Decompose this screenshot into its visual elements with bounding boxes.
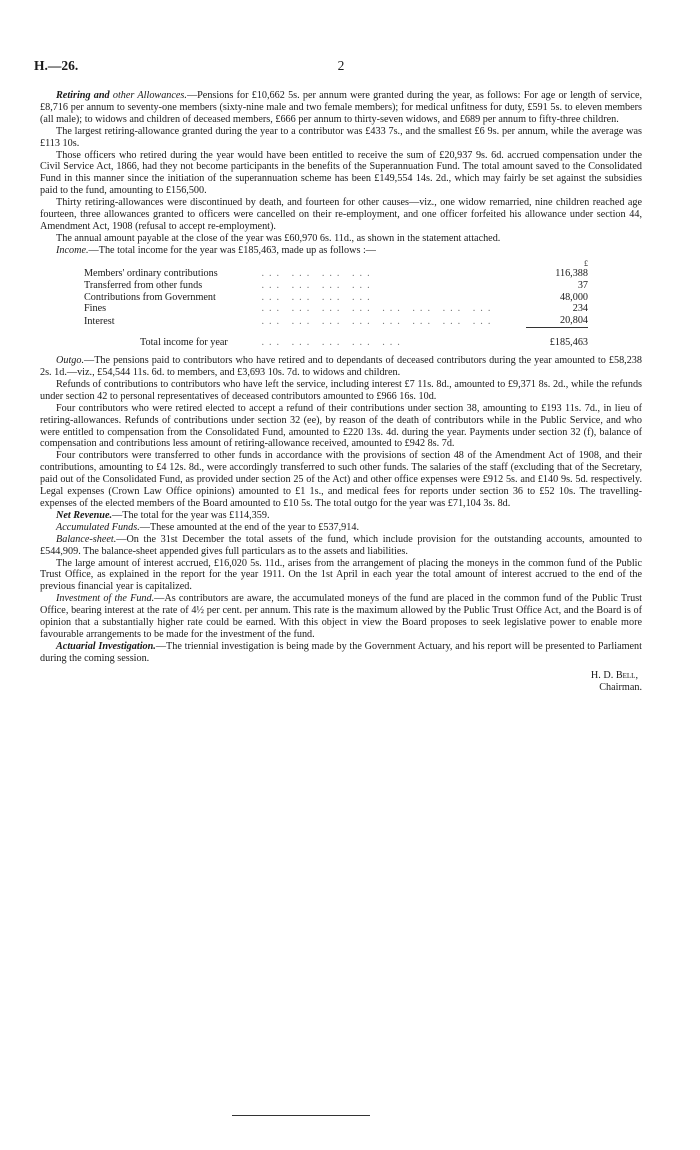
balance-paragraph-2: The large amount of interest accrued, £16,020 5s. 11d., arises from the arrangement of placing the moneys in the common fund of the Public Trust Office, as explained in the report for the year 1911. On the 1st April in each year the total amount of interest accrued to the end of the previous financial year is capitalized. bbox=[40, 557, 642, 593]
income-amount: 234 bbox=[572, 303, 588, 315]
leader-dots: ... ... ... ... bbox=[261, 291, 375, 303]
page-header bbox=[34, 58, 642, 90]
retiring-paragraph-5: The annual amount payable at the close of the year was £60,970 6s. 11d., as shown in the statement attached. bbox=[56, 232, 501, 244]
income-amount: 48,000 bbox=[559, 291, 588, 303]
income-paragraph bbox=[40, 245, 642, 257]
income-total-label: Total income for year bbox=[140, 336, 228, 348]
leader-dots: ... ... ... ... ... bbox=[261, 336, 405, 348]
table-row bbox=[84, 315, 588, 327]
outgo-paragraph-4: Four contributors were transferred to other funds in accordance with the provisions of section 48 of the Amendment Act of 1908, and their contributions, amounting to £4 12s. 8d., were accordingly transferred to such other funds. The salaries of the staff (excluding that of the Secretary, paid out of the Consolidated Fund, as provided under section 25 of the Act) and other office expenses were £912 5s. and £140 9s. 5d. respectively. Legal expenses (Crown Law Office opinions) amounted to £1 1s., and medical fees for reports under section 36 to £52 10s. The travelling-expenses of the elected members of the Board amounted to £10 5s. The total outgo for the year was £71,104 3s. 8d. bbox=[40, 450, 642, 509]
income-total-row bbox=[84, 328, 588, 349]
outgo-text-1: —The pensions paid to contributors who have retired and to dependants of deceased contributors during the year amounted to £58,238 2s. 1d.—viz., £54,544 11s. 6d. to members, and £3,693 10s. 7d. to widows and children. bbox=[40, 355, 642, 379]
income-table bbox=[84, 260, 588, 349]
retiring-paragraph-3: Those officers who retired during the year would have been entitled to receive the sum of £20,937 9s. 6d. accrued compensation under the Civil Service Act, 1866, had they not become participants in the benefits of the Superannuation Fund. The total amount saved to the Consolidated Fund in this manner since the initiation of the superannuation scheme has been £149,554 14s. 2d., which may fairly be set against the subsidies paid to the fund, amounting to £156,500. bbox=[40, 149, 642, 197]
leader-dots: ... ... ... ... ... ... ... ... bbox=[261, 315, 496, 327]
actuarial-text: —The triennial investigation is being made by the Government Actuary, and his report will be presented to Parliament during the coming session. bbox=[40, 640, 642, 664]
net-revenue-text: —The total for the year was £114,359. bbox=[112, 509, 270, 521]
outgo-paragraph-3: Four contributors who were retired elected to accept a refund of their contributions under section 38, amounting to £193 11s. 7d., in lieu of retiring-allowances. Refunds of contributions under section 32 (ee), by reason of the death of contributors while in the Public Service, and who were entitled to compensation from the Consolidated Fund, amounted to £220 13s. 4d. during the year. Payments under section 32 (f), balance of compensation and contributions less amount of retiring-allowance received, amounted to £942 8s. 7d. bbox=[40, 402, 642, 450]
accumulated-heading: Accumulated Funds. bbox=[56, 521, 140, 533]
retiring-paragraph-1 bbox=[40, 90, 642, 126]
retiring-paragraph-4: Thirty retiring-allowances were discontinued by death, and fourteen for other causes—viz., one widow remarried, nine children reached age fourteen, three allowances granted to officers were cancelled on their re-employment, and one officer forfeited his allowance under section 44, Amendment Act, 1908 (refusal to accept re-employment). bbox=[40, 197, 642, 232]
accumulated-text: —These amounted at the end of the year to £537,914. bbox=[139, 521, 360, 533]
actuarial-paragraph bbox=[40, 641, 642, 665]
signature-title: Chairman. bbox=[599, 681, 642, 693]
income-heading: Income. bbox=[56, 244, 89, 256]
table-row bbox=[84, 280, 588, 292]
retiring-paragraph-2: The largest retiring-allowance granted during the year to a contributor was £433 7s., and the smallest £6 9s. per annum, while the average was £113 10s. bbox=[40, 125, 642, 149]
leader-dots: ... ... ... ... bbox=[261, 279, 375, 291]
income-amount: 20,804 bbox=[559, 315, 588, 327]
table-row bbox=[84, 303, 588, 315]
income-currency: £ bbox=[584, 258, 588, 268]
income-total-amount: £185,463 bbox=[526, 328, 588, 349]
retiring-heading: Retiring and bbox=[56, 90, 110, 101]
income-amount: 116,388 bbox=[555, 267, 588, 279]
balance-heading: Balance-sheet. bbox=[56, 533, 117, 545]
investment-paragraph bbox=[40, 593, 642, 641]
balance-text-1: —On the 31st December the total assets of the fund, which include provision for the outstanding accounts, amounted to £544,909. The balance-sheet appended gives full particulars as to the assets and liabilities. bbox=[40, 533, 642, 557]
accumulated-paragraph bbox=[40, 522, 642, 534]
income-label: Members' ordinary contributions bbox=[84, 267, 218, 279]
net-revenue-paragraph bbox=[40, 510, 642, 522]
investment-text: —As contributors are aware, the accumulated moneys of the fund are placed in the common fund of the Public Trust Office, bearing interest at the rate of 4½ per cent. per annum. This rate is the maximum allowed by the Public Trust Office Act, and the Board is of opinion that a substantially higher rate could be earned. With this object in view the Board proposes to seek legislative power to enable more favourable arrangements to be made for the investment of the fund. bbox=[40, 593, 642, 640]
table-row bbox=[84, 268, 588, 280]
retiring-text-1: —Pensions for £10,662 5s. per annum were granted during the year, as follows: For age or length of service, £8,716 per annum to seventy-one members (sixty-nine male and two female members); for medical unfitness for duty, £591 5s. to eleven members (all male); to widows and children of deceased members, £666 per annum to thirty-seven widows, and £689 per annum to fifty-three children. bbox=[40, 90, 643, 125]
income-intro: —The total income for the year was £185,463, made up as follows :— bbox=[88, 244, 376, 256]
investment-heading: Investment of the Fund. bbox=[56, 593, 155, 605]
income-label: Interest bbox=[84, 315, 115, 327]
actuarial-heading: Actuarial Investigation. bbox=[56, 640, 156, 652]
outgo-heading: Outgo. bbox=[56, 355, 85, 367]
income-label: Transferred from other funds bbox=[84, 279, 203, 291]
outgo-paragraph-1 bbox=[40, 355, 642, 379]
retiring-heading-rest: other Allowances. bbox=[112, 90, 187, 101]
income-label: Fines bbox=[84, 303, 107, 315]
table-row bbox=[84, 292, 588, 304]
net-revenue-heading: Net Revenue. bbox=[56, 509, 113, 521]
document-code: H.—26. bbox=[34, 58, 79, 73]
income-label: Contributions from Government bbox=[84, 291, 216, 303]
income-currency-row bbox=[84, 260, 588, 268]
outgo-paragraph-2: Refunds of contributions to contributors who have left the service, including interest £7 11s. 8d., amounted to £9,371 8s. 2d., while the refunds under section 42 to personal representatives of deceased contributors amounted to £966 16s. 10d. bbox=[40, 378, 642, 402]
page-number: 2 bbox=[337, 58, 345, 73]
balance-paragraph-1 bbox=[40, 534, 642, 558]
leader-dots: ... ... ... ... bbox=[261, 267, 375, 279]
income-amount: 37 bbox=[577, 279, 588, 291]
signature-name: H. D. Bell, bbox=[590, 669, 638, 681]
leader-dots: ... ... ... ... ... ... ... ... bbox=[261, 303, 496, 315]
footer-rule bbox=[232, 1115, 370, 1116]
